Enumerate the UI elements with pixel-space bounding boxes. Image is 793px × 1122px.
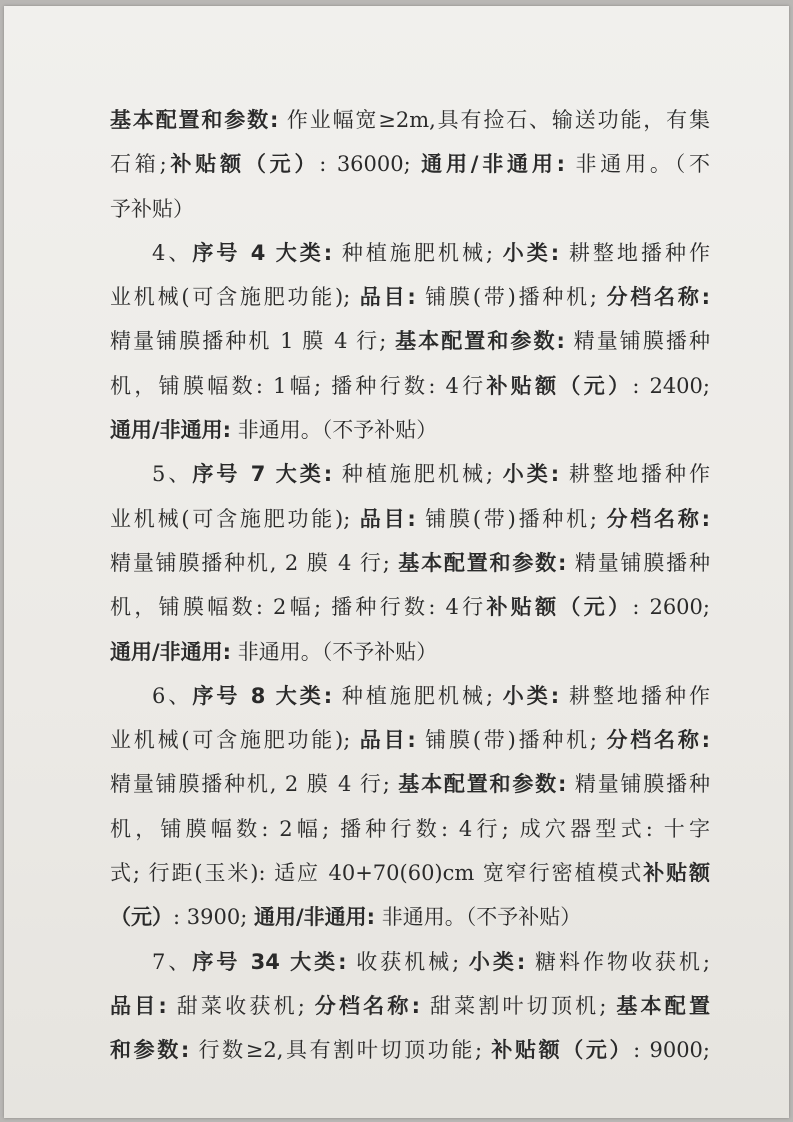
bold-label: 小类: (502, 240, 560, 265)
bold-label: 小类: (502, 683, 560, 708)
text-segment: : 2400; (632, 373, 710, 398)
text-line (110, 497, 710, 541)
bold-label: 通用/非通用: (421, 152, 566, 177)
text-segment: 非通用。（不 (565, 152, 710, 177)
text-segment: 业机械(可含施肥功能); (110, 506, 360, 531)
bold-label: 基本配置 (616, 993, 710, 1018)
text-line (110, 630, 710, 674)
text-line (110, 718, 710, 762)
text-line (110, 762, 710, 806)
text-line (110, 585, 710, 629)
text-segment: 铺膜(带)播种机; (415, 728, 607, 753)
text-segment: 6、 (152, 683, 193, 708)
text-line (110, 807, 710, 851)
text-segment: 非通用。（不予补贴） (231, 418, 438, 443)
text-segment: 铺膜(带)播种机; (415, 285, 607, 310)
bold-label: 序号 4 大类: (192, 240, 333, 265)
bold-label: 基本配置和参数: (398, 772, 567, 797)
text-segment: 精量铺膜播种机, 2 膜 4 行; (110, 550, 399, 575)
text-segment: : 2600; (632, 595, 710, 620)
text-segment: 种植施肥机械; (332, 462, 503, 487)
text-segment: 种植施肥机械; (332, 240, 503, 265)
text-segment: 精量铺膜播种 (566, 550, 710, 575)
text-segment: 予补贴） (110, 196, 194, 221)
text-segment: 收获机械; (346, 949, 469, 974)
bold-label: 序号 7 大类: (192, 462, 333, 487)
text-segment: 石箱; (110, 152, 167, 177)
bold-label: 基本配置和参数: (395, 329, 565, 354)
bold-label: 品目: (110, 993, 167, 1018)
bold-label: 补贴额（元） (486, 373, 633, 398)
text-segment: 精量铺膜播种机 1 膜 4 行; (110, 329, 396, 354)
text-segment: : 9000; (633, 1038, 710, 1063)
document-body (110, 98, 710, 1073)
bold-label: 基本配置和参数: (398, 550, 567, 575)
text-line (110, 541, 710, 585)
text-segment: 4、 (152, 240, 193, 265)
bold-label: 品目: (359, 728, 416, 753)
text-segment: 精量铺膜播种 (564, 329, 710, 354)
paragraph-5-start (110, 452, 710, 496)
text-segment: 5、 (152, 462, 193, 487)
text-segment: 非通用。（不予补贴） (231, 639, 438, 664)
bold-label: 分档名称: (314, 993, 420, 1018)
bold-label: 序号 8 大类: (192, 683, 333, 708)
bold-label: 补贴额（元） (166, 152, 320, 177)
text-segment: 机，铺膜幅数: 2幅; 播种行数: 4行 (110, 595, 487, 620)
text-segment: 式; 行距(玉米): 适应 40+70(60)cm 宽窄行密植模式 (110, 861, 644, 886)
bold-label: 补贴额（元） (491, 1038, 634, 1063)
text-line (110, 851, 710, 895)
bold-label: 通用/非通用: (110, 418, 232, 443)
bold-label: 补贴额（元） (486, 595, 633, 620)
text-line (110, 895, 710, 939)
text-segment: 种植施肥机械; (332, 683, 503, 708)
text-segment: : 36000; (319, 152, 422, 177)
text-line (110, 275, 710, 319)
text-segment: 铺膜(带)播种机; (415, 506, 607, 531)
text-segment: 甜菜收获机; (166, 993, 315, 1018)
text-segment: 机，铺膜幅数: 1幅; 播种行数: 4行 (110, 373, 487, 398)
bold-label: 品目: (359, 506, 416, 531)
bold-label: 通用/非通用: (253, 905, 376, 930)
text-segment: 业机械(可含施肥功能); (110, 728, 360, 753)
text-segment: 作业幅宽≥2m,具有捡石、输送功能，有集 (278, 108, 710, 132)
bold-label: 分档名称: (606, 728, 711, 753)
text-segment: 甜菜割叶切顶机; (420, 993, 617, 1018)
text-line (110, 364, 710, 408)
text-segment: 非通用。（不予补贴） (375, 905, 582, 930)
text-segment: : 3900; (173, 905, 254, 930)
text-line (110, 319, 710, 363)
bold-label: 小类: (468, 949, 526, 974)
bold-label: 序号 34 大类: (192, 949, 347, 974)
text-segment: 耕整地播种作 (559, 240, 710, 265)
text-segment: 机，铺膜幅数: 2幅; 播种行数: 4行; 成穴器型式: 十字 (110, 816, 710, 841)
text-segment: 精量铺膜播种 (566, 772, 710, 797)
bold-label: 品目: (359, 285, 416, 310)
text-segment: 精量铺膜播种机, 2 膜 4 行; (110, 772, 399, 797)
text-segment: 业机械(可含施肥功能); (110, 285, 360, 310)
bold-label: 通用/非通用: (110, 639, 232, 664)
text-segment: 耕整地播种作 (559, 683, 710, 708)
text-segment: 行数≥2,具有割叶切顶功能; (189, 1038, 492, 1063)
text-line (110, 984, 710, 1028)
document-page (4, 6, 789, 1118)
bold-label: （元） (110, 905, 173, 930)
bold-label: 基本配置和参数: (110, 108, 279, 132)
text-line (110, 408, 710, 452)
bold-label: 小类: (502, 462, 560, 487)
paragraph-6-start (110, 674, 710, 718)
bold-label: 分档名称: (606, 285, 711, 310)
text-line (110, 187, 710, 231)
text-segment: 糖料作物收获机; (525, 949, 710, 974)
text-line (110, 1028, 710, 1072)
bold-label: 和参数: (110, 1038, 190, 1063)
text-segment: 7、 (152, 949, 193, 974)
text-segment: 耕整地播种作 (559, 462, 710, 487)
paragraph-4-start (110, 231, 710, 275)
paragraph-7-start (110, 940, 710, 984)
bold-label: 分档名称: (606, 506, 711, 531)
text-line (110, 98, 710, 142)
text-line (110, 142, 710, 186)
bold-label: 补贴额 (643, 861, 711, 886)
